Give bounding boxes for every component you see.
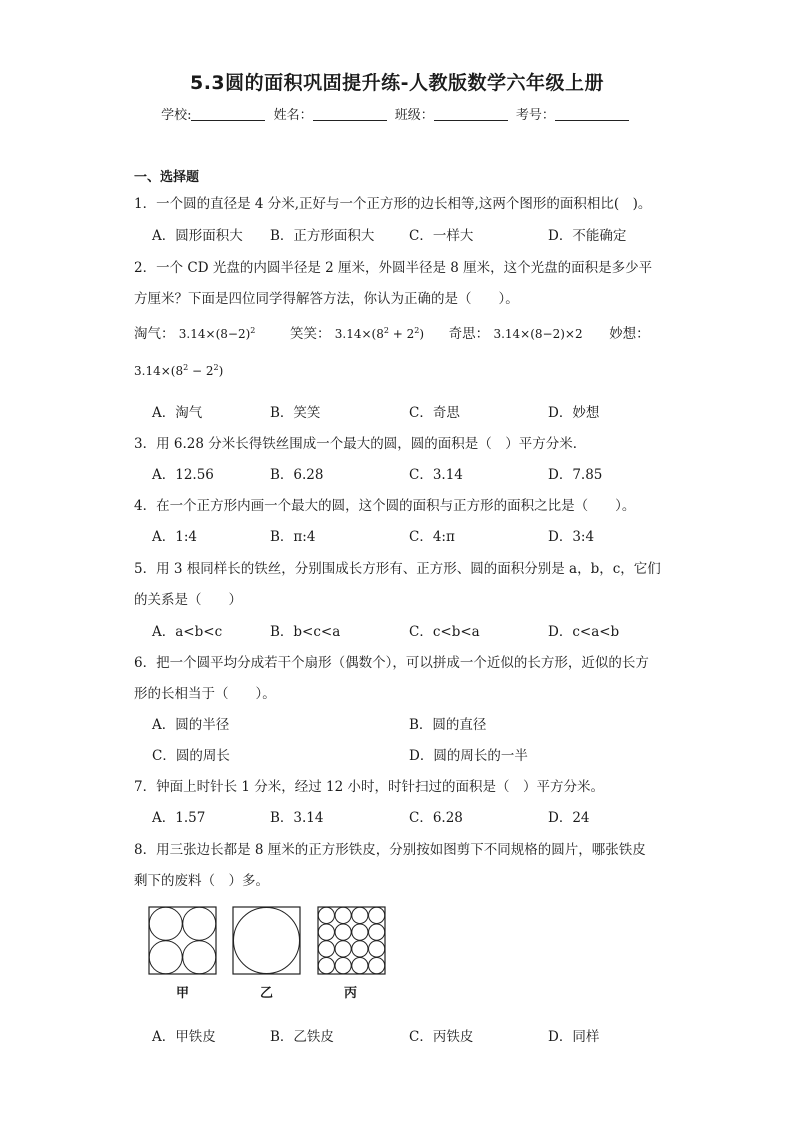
class-blank[interactable] bbox=[434, 107, 508, 121]
question-5-text-line2: 的关系是（ ） bbox=[134, 592, 242, 608]
question-2-text-line1: 2．一个 CD 光盘的内圆半径是 2 厘米，外圆半径是 8 厘米，这个光盘的面积是多少平 bbox=[134, 260, 653, 276]
question-8-text-line1: 8．用三张边长都是 8 厘米的正方形铁皮，分别按如图剪下不同规格的圆片，哪张铁皮 bbox=[134, 842, 646, 858]
question-5-text-line1: 5．用 3 根同样长的铁丝，分别围成长方形有、正方形、圆的面积分别是 a，b，c，它们 bbox=[134, 561, 661, 577]
school-label: 学校: bbox=[161, 108, 192, 123]
option-a[interactable]: A．圆的半径 bbox=[152, 717, 230, 733]
method-miaoxiang-expr: $3.14\times(8^2 - 2^2)$ bbox=[134, 363, 224, 378]
method-taoqi-label: 淘气： bbox=[134, 326, 175, 342]
small-circle bbox=[369, 924, 385, 940]
option-a[interactable]: A．甲铁皮 bbox=[152, 1029, 216, 1045]
question-6-text-line2: 形的长相当于（ ）。 bbox=[134, 686, 276, 702]
small-circle bbox=[369, 907, 385, 923]
question-6-text-line1: 6．把一个圆平均分成若干个扇形（偶数个），可以拼成一个近似的长方形，近似的长方 bbox=[134, 655, 649, 671]
tin-sheets-diagram bbox=[146, 904, 396, 979]
sheet-bing bbox=[318, 907, 385, 974]
school-blank[interactable] bbox=[191, 107, 265, 121]
method-qisi-label: 奇思： bbox=[448, 326, 490, 342]
question-4-text: 4．在一个正方形内画一个最大的圆，这个圆的面积与正方形的面积之比是（ ）。 bbox=[134, 498, 636, 514]
small-circle bbox=[335, 958, 351, 974]
option-a[interactable]: A．12.56 bbox=[152, 467, 214, 483]
option-a[interactable]: A．1:4 bbox=[152, 529, 197, 545]
option-b[interactable]: B．b<c<a bbox=[270, 624, 341, 640]
method-qisi-expr: 3.14×(8−2)×2 bbox=[493, 327, 583, 341]
method-xiaoxiao-expr: $3.14\times(8^2 + 2^2)$ bbox=[334, 326, 425, 341]
option-c[interactable]: C．c<b<a bbox=[409, 624, 480, 640]
small-circle bbox=[369, 941, 385, 957]
number-label: 考号： bbox=[515, 108, 555, 123]
method-taoqi-expr: $3.14\times(8-2)^2$ bbox=[178, 326, 256, 341]
method-xiaoxiao-label: 笑笑： bbox=[289, 326, 331, 342]
option-c[interactable]: C．3.14 bbox=[409, 467, 463, 483]
option-c[interactable]: C．丙铁皮 bbox=[409, 1029, 474, 1045]
question-1-text: 1．一个圆的直径是 4 分米,正好与一个正方形的边长相等,这两个图形的面积相比( )。 bbox=[134, 196, 652, 212]
label-yi: 乙 bbox=[260, 986, 274, 1001]
small-circle bbox=[352, 958, 368, 974]
small-circle bbox=[318, 941, 334, 957]
option-b[interactable]: B．π:4 bbox=[270, 529, 316, 545]
page-title: 5.3圆的面积巩固提升练-人教版数学六年级上册 bbox=[189, 72, 605, 94]
option-b[interactable]: B．圆的直径 bbox=[409, 717, 487, 733]
small-circle bbox=[318, 924, 334, 940]
option-a[interactable]: A．淘气 bbox=[152, 405, 203, 421]
option-c[interactable]: C．4:π bbox=[409, 529, 455, 545]
option-b[interactable]: B．6.28 bbox=[270, 467, 324, 483]
student-info-line bbox=[0, 104, 794, 123]
sheet-yi bbox=[233, 907, 300, 974]
tin-sheets-figure bbox=[146, 904, 396, 1004]
option-c[interactable]: C．6.28 bbox=[409, 810, 463, 826]
option-d[interactable]: D．妙想 bbox=[548, 405, 600, 421]
option-d[interactable]: D．同样 bbox=[548, 1029, 600, 1045]
option-a[interactable]: A．圆形面积大 bbox=[152, 228, 243, 244]
option-b[interactable]: B．3.14 bbox=[270, 810, 324, 826]
sheet-jia bbox=[149, 907, 216, 974]
question-8-text-line2: 剩下的废料（ ）多。 bbox=[134, 873, 269, 889]
section-heading: 一、选择题 bbox=[134, 170, 200, 185]
option-a[interactable]: A．1.57 bbox=[152, 810, 206, 826]
option-a[interactable]: A．a<b<c bbox=[152, 624, 223, 640]
small-circle bbox=[352, 924, 368, 940]
name-label: 姓名： bbox=[273, 108, 313, 123]
small-circle bbox=[352, 941, 368, 957]
small-circle bbox=[369, 958, 385, 974]
option-d[interactable]: D．24 bbox=[548, 810, 590, 826]
option-d[interactable]: D．c<a<b bbox=[548, 624, 620, 640]
option-b[interactable]: B．乙铁皮 bbox=[270, 1029, 334, 1045]
method-miaoxiang-line bbox=[134, 363, 223, 379]
small-circle bbox=[335, 924, 351, 940]
number-blank[interactable] bbox=[555, 107, 629, 121]
option-b[interactable]: B．正方形面积大 bbox=[270, 228, 375, 244]
question-7-text: 7．钟面上时针长 1 分米，经过 12 小时，时针扫过的面积是（ ）平方分米。 bbox=[134, 779, 605, 795]
label-jia: 甲 bbox=[176, 986, 190, 1001]
option-d[interactable]: D．圆的周长的一半 bbox=[409, 748, 528, 764]
method-miaoxiang-label: 妙想： bbox=[609, 326, 650, 342]
small-circle bbox=[335, 907, 351, 923]
option-c[interactable]: C．一样大 bbox=[409, 228, 474, 244]
question-2-methods bbox=[134, 322, 650, 342]
option-c[interactable]: C．奇思 bbox=[409, 405, 460, 421]
question-2-text-line2: 方厘米？下面是四位同学得解答方法，你认为正确的是（ ）。 bbox=[134, 291, 519, 307]
question-3-text: 3．用 6.28 分米长得铁丝围成一个最大的圆，圆的面积是（ ）平方分米． bbox=[134, 436, 587, 452]
small-circle bbox=[318, 958, 334, 974]
small-circle bbox=[352, 907, 368, 923]
small-circle bbox=[335, 941, 351, 957]
option-d[interactable]: D．7.85 bbox=[548, 467, 603, 483]
option-d[interactable]: D．3:4 bbox=[548, 529, 595, 545]
class-label: 班级： bbox=[394, 108, 434, 123]
option-b[interactable]: B．笑笑 bbox=[270, 405, 321, 421]
name-blank[interactable] bbox=[313, 107, 387, 121]
option-d[interactable]: D．不能确定 bbox=[548, 228, 627, 244]
label-bing: 丙 bbox=[344, 986, 358, 1001]
small-circle bbox=[318, 907, 334, 923]
option-c[interactable]: C．圆的周长 bbox=[152, 748, 230, 764]
